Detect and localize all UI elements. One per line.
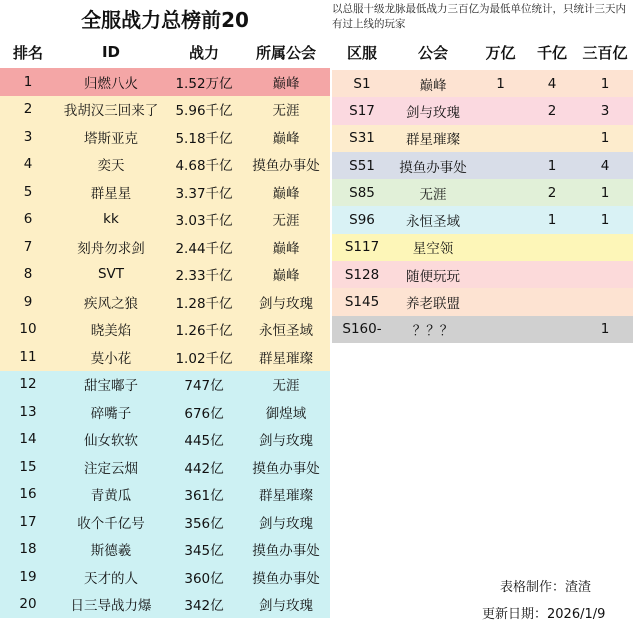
player-id-cell: 斯德羲 <box>90 543 132 560</box>
server-row <box>332 261 633 288</box>
qian-count-cell: 1 <box>547 212 557 229</box>
rank-cell: 2 <box>23 101 33 118</box>
ranking-row <box>0 398 330 426</box>
header-wan: 万亿 <box>485 43 516 62</box>
server-row <box>332 152 633 179</box>
player-id-cell: kk <box>103 211 119 228</box>
server-guild-cell: 群星璀璨 <box>406 132 460 149</box>
guild-cell: 巅峰 <box>272 240 300 257</box>
header-server-guild: 公会 <box>417 43 448 62</box>
player-id-cell: 青黄瓜 <box>90 488 132 505</box>
ranking-row <box>0 123 330 151</box>
ranking-row <box>0 426 330 454</box>
player-id-cell: 仙女软软 <box>84 433 138 450</box>
ranking-row <box>0 563 330 591</box>
guild-cell: 无涯 <box>272 103 300 120</box>
power-cell: 445亿 <box>184 433 224 450</box>
server-table <box>332 70 633 343</box>
sanbai-count-cell: 1 <box>600 75 610 92</box>
rank-cell: 8 <box>23 266 33 283</box>
power-cell: 356亿 <box>184 515 224 532</box>
server-row <box>332 179 633 206</box>
server-row <box>332 234 633 261</box>
server-guild-cell: 巅峰 <box>419 77 447 94</box>
server-guild-cell: 永恒圣域 <box>406 214 460 231</box>
rank-cell: 19 <box>19 568 37 585</box>
ranking-row <box>0 261 330 289</box>
player-id-cell: SVT <box>97 266 125 283</box>
power-cell: 5.96千亿 <box>175 103 233 120</box>
rank-cell: 12 <box>19 376 37 393</box>
server-guild-cell: 无涯 <box>419 186 447 203</box>
guild-cell: 无涯 <box>272 378 300 395</box>
guild-cell: 永恒圣域 <box>259 323 313 340</box>
server-cell: S128 <box>344 266 380 283</box>
ranking-row <box>0 316 330 344</box>
ranking-row <box>0 508 330 536</box>
rank-cell: 7 <box>23 238 33 255</box>
ranking-row <box>0 371 330 399</box>
guild-cell: 摸鱼办事处 <box>252 543 320 560</box>
guild-cell: 巅峰 <box>272 185 300 202</box>
rank-cell: 16 <box>19 486 37 503</box>
ranking-row <box>0 178 330 206</box>
power-cell: 5.18千亿 <box>175 130 233 147</box>
rank-cell: 4 <box>23 156 33 173</box>
player-id-cell: 注定云烟 <box>84 460 138 477</box>
qian-count-cell: 2 <box>547 102 557 119</box>
header-id: ID <box>101 43 121 61</box>
rank-cell: 17 <box>19 513 37 530</box>
qian-count-cell: 1 <box>547 157 557 174</box>
player-id-cell: 刻舟勿求剑 <box>77 240 145 257</box>
rank-cell: 9 <box>23 293 33 310</box>
table-maker: 表格制作：渣渣 <box>500 580 592 595</box>
rank-cell: 3 <box>23 128 33 145</box>
player-id-cell: 疾风之狼 <box>84 295 138 312</box>
power-cell: 2.44千亿 <box>175 240 233 257</box>
power-cell: 1.28千亿 <box>175 295 233 312</box>
player-id-cell: 收个千亿号 <box>77 515 145 532</box>
player-id-cell: 日三导战力爆 <box>70 598 152 615</box>
rank-cell: 6 <box>23 211 33 228</box>
player-id-cell: 归燃八火 <box>84 75 138 92</box>
sanbai-count-cell: 1 <box>600 130 610 147</box>
server-cell: S96 <box>349 212 375 229</box>
server-row <box>332 316 633 343</box>
guild-cell: 剑与玫瑰 <box>259 433 313 450</box>
guild-cell: 巅峰 <box>272 268 300 285</box>
guild-cell: 剑与玫瑰 <box>259 598 313 615</box>
server-guild-cell: 剑与玫瑰 <box>406 104 460 121</box>
guild-cell: 巅峰 <box>272 75 300 92</box>
power-cell: 361亿 <box>184 488 224 505</box>
player-id-cell: 塔斯亚克 <box>84 130 138 147</box>
server-guild-cell: ？？？ <box>412 323 454 340</box>
rank-cell: 1 <box>23 73 33 90</box>
guild-cell: 摸鱼办事处 <box>252 158 320 175</box>
sanbai-count-cell: 1 <box>600 321 610 338</box>
sanbai-count-cell: 1 <box>600 212 610 229</box>
guild-cell: 剑与玫瑰 <box>259 515 313 532</box>
power-cell: 747亿 <box>184 378 224 395</box>
server-row <box>332 70 633 97</box>
power-cell: 1.26千亿 <box>175 323 233 340</box>
header-server: 区服 <box>346 43 377 62</box>
ranking-row <box>0 288 330 316</box>
guild-cell: 巅峰 <box>272 130 300 147</box>
power-cell: 342亿 <box>184 598 224 615</box>
ranking-row <box>0 233 330 261</box>
server-row <box>332 97 633 124</box>
ranking-table <box>0 68 330 618</box>
power-cell: 3.03千亿 <box>175 213 233 230</box>
rank-cell: 18 <box>19 541 37 558</box>
sanbai-count-cell: 3 <box>600 102 610 119</box>
player-id-cell: 奕天 <box>97 158 125 175</box>
server-header <box>332 38 633 66</box>
server-cell: S17 <box>349 102 375 119</box>
guild-cell: 御煌域 <box>265 405 307 422</box>
guild-cell: 无涯 <box>272 213 300 230</box>
guild-cell: 摸鱼办事处 <box>252 460 320 477</box>
power-cell: 1.52万亿 <box>175 75 233 92</box>
rank-cell: 14 <box>19 431 37 448</box>
server-row <box>332 206 633 233</box>
server-guild-cell: 养老联盟 <box>406 296 460 313</box>
guild-cell: 群星璀璨 <box>259 488 313 505</box>
ranking-row <box>0 96 330 124</box>
rank-cell: 20 <box>19 596 37 613</box>
server-cell: S1 <box>353 75 371 92</box>
player-id-cell: 莫小花 <box>90 350 132 367</box>
player-id-cell: 群星星 <box>90 185 132 202</box>
ranking-row <box>0 481 330 509</box>
server-cell: S51 <box>349 157 375 174</box>
player-id-cell: 我胡汉三回来了 <box>63 103 159 120</box>
server-guild-cell: 星空领 <box>412 241 454 258</box>
power-cell: 4.68千亿 <box>175 158 233 175</box>
rank-cell: 13 <box>19 403 37 420</box>
stat-note: 以总服十级龙脉最低战力三百亿为最低单位统计，只统计三天内有过上线的玩家 <box>332 3 626 30</box>
page-title: 全服战力总榜前20 <box>81 8 249 32</box>
header-power: 战力 <box>188 43 219 62</box>
rank-cell: 11 <box>19 348 37 365</box>
power-cell: 676亿 <box>184 405 224 422</box>
guild-cell: 剑与玫瑰 <box>259 295 313 312</box>
wan-count-cell: 1 <box>496 75 505 92</box>
guild-cell: 摸鱼办事处 <box>252 570 320 587</box>
server-guild-cell: 摸鱼办事处 <box>399 159 467 176</box>
sanbai-count-cell: 4 <box>600 157 610 174</box>
header-guild: 所属公会 <box>255 43 316 62</box>
power-cell: 360亿 <box>184 570 224 587</box>
qian-count-cell: 2 <box>547 184 557 201</box>
qian-count-cell: 4 <box>547 75 557 92</box>
rank-cell: 10 <box>19 321 37 338</box>
ranking-row <box>0 343 330 371</box>
power-cell: 345亿 <box>184 543 224 560</box>
update-date: 更新日期：2026/1/9 <box>482 607 606 622</box>
server-cell: S117 <box>344 239 380 256</box>
player-id-cell: 碎嘴子 <box>90 405 132 422</box>
ranking-row <box>0 68 330 96</box>
server-cell: S160- <box>342 321 382 338</box>
ranking-row <box>0 591 330 619</box>
player-id-cell: 天才的人 <box>84 570 138 587</box>
server-cell: S145 <box>344 294 380 311</box>
ranking-row <box>0 453 330 481</box>
power-cell: 442亿 <box>184 460 224 477</box>
guild-cell: 群星璀璨 <box>259 350 313 367</box>
server-cell: S31 <box>349 130 375 147</box>
sanbai-count-cell: 1 <box>600 184 610 201</box>
rank-cell: 5 <box>23 183 33 200</box>
ranking-row <box>0 206 330 234</box>
rank-cell: 15 <box>19 458 37 475</box>
player-id-cell: 晓美焰 <box>90 323 132 340</box>
server-guild-cell: 随便玩玩 <box>406 268 460 285</box>
header-rank: 排名 <box>12 43 43 62</box>
server-row <box>332 288 633 315</box>
ranking-header <box>0 38 330 66</box>
power-cell: 2.33千亿 <box>175 268 233 285</box>
header-sanbai: 三百亿 <box>582 43 628 62</box>
ranking-row <box>0 151 330 179</box>
power-cell: 3.37千亿 <box>175 185 233 202</box>
player-id-cell: 甜宝嘟子 <box>84 378 138 395</box>
server-cell: S85 <box>349 184 375 201</box>
ranking-row <box>0 536 330 564</box>
power-cell: 1.02千亿 <box>175 350 233 367</box>
header-qian: 千亿 <box>536 43 567 62</box>
server-row <box>332 125 633 152</box>
